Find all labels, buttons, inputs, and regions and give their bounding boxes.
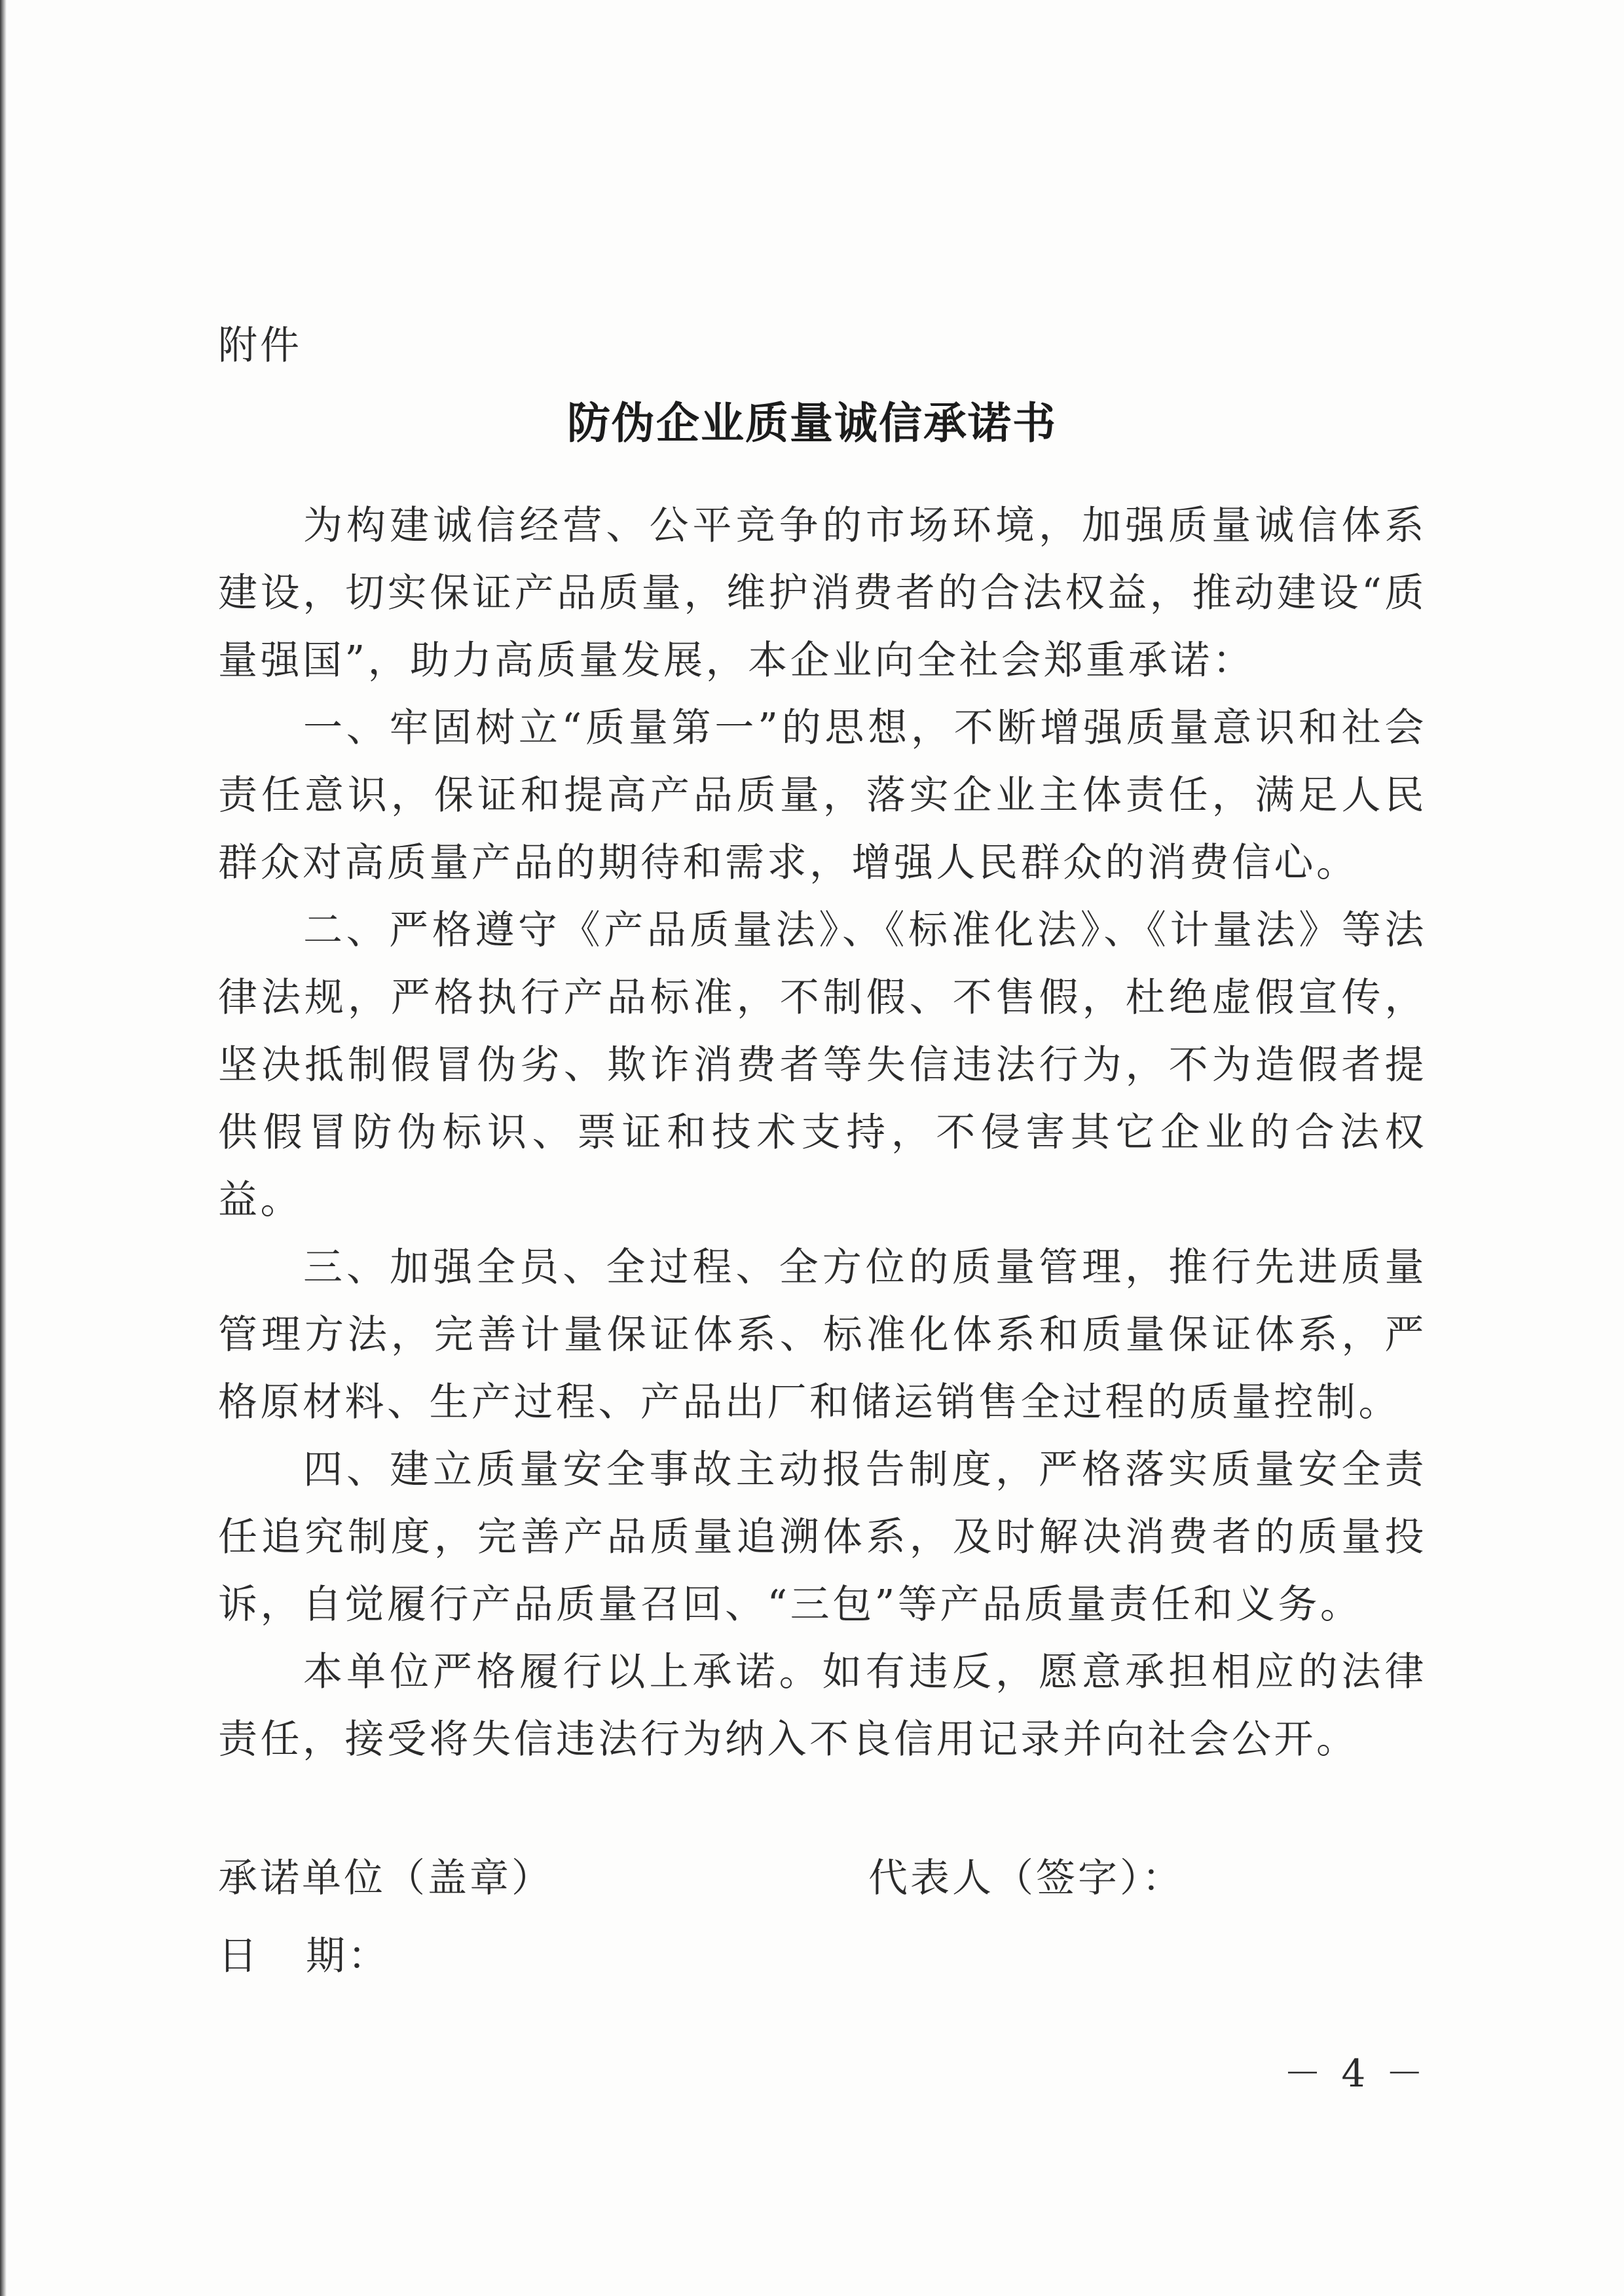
signature-row xyxy=(218,1847,1427,1912)
page-number: － 4 － xyxy=(1283,2051,1428,2096)
representative-signature-label: 代表人（签字）： xyxy=(868,1855,1184,1901)
document-title: 防伪企业质量诚信承诺书 xyxy=(567,398,1057,448)
paragraph-closing: 本单位严格履行以上承诺。如有违反，愿意承担相应的法律责任，接受将失信违法行为纳入不良信用记录并向社会公开。 xyxy=(218,1649,1427,1762)
paragraph-commitment-2: 二、严格遵守《产品质量法》、《标准化法》、《计量法》等法律法规，严格执行产品标准，不制假、不售假，杜绝虚假宣传，坚决抵制假冒伪劣、欺诈消费者等失信违法行为，不为造假者提供假冒防伪标识、票证和技术支持，不侵害其它企业的合法权益。 xyxy=(218,907,1427,1223)
attachment-label: 附件 xyxy=(218,323,302,369)
scan-edge-shadow xyxy=(0,0,7,2296)
date-label-first: 日 xyxy=(218,1933,260,1979)
date-row xyxy=(218,1925,390,1981)
date-label-second: 期： xyxy=(306,1933,390,1979)
paragraph-commitment-4: 四、建立质量安全事故主动报告制度，严格落实质量安全责任追究制度，完善产品质量追溯体系，及时解决消费者的质量投诉，自觉履行产品质量召回、“三包”等产品质量责任和义务。 xyxy=(218,1447,1427,1628)
committing-unit-seal-label: 承诺单位（盖章） xyxy=(218,1855,553,1901)
paragraph-commitment-1: 一、牢固树立“质量第一”的思想，不断增强质量意识和社会责任意识，保证和提高产品质量，落实企业主体责任，满足人民群众对高质量产品的期待和需求，增强人民群众的消费信心。 xyxy=(218,705,1427,886)
paragraph-commitment-3: 三、加强全员、全过程、全方位的质量管理，推行先进质量管理方法，完善计量保证体系、标准化体系和质量保证体系，严格原材料、生产过程、产品出厂和储运销售全过程的质量控制。 xyxy=(218,1245,1427,1425)
paragraph-intro: 为构建诚信经营、公平竞争的市场环境，加强质量诚信体系建设，切实保证产品质量，维护消费者的合法权益，推动建设“质量强国”，助力高质量发展，本企业向全社会郑重承诺： xyxy=(218,503,1427,683)
document-body xyxy=(218,492,1427,1774)
